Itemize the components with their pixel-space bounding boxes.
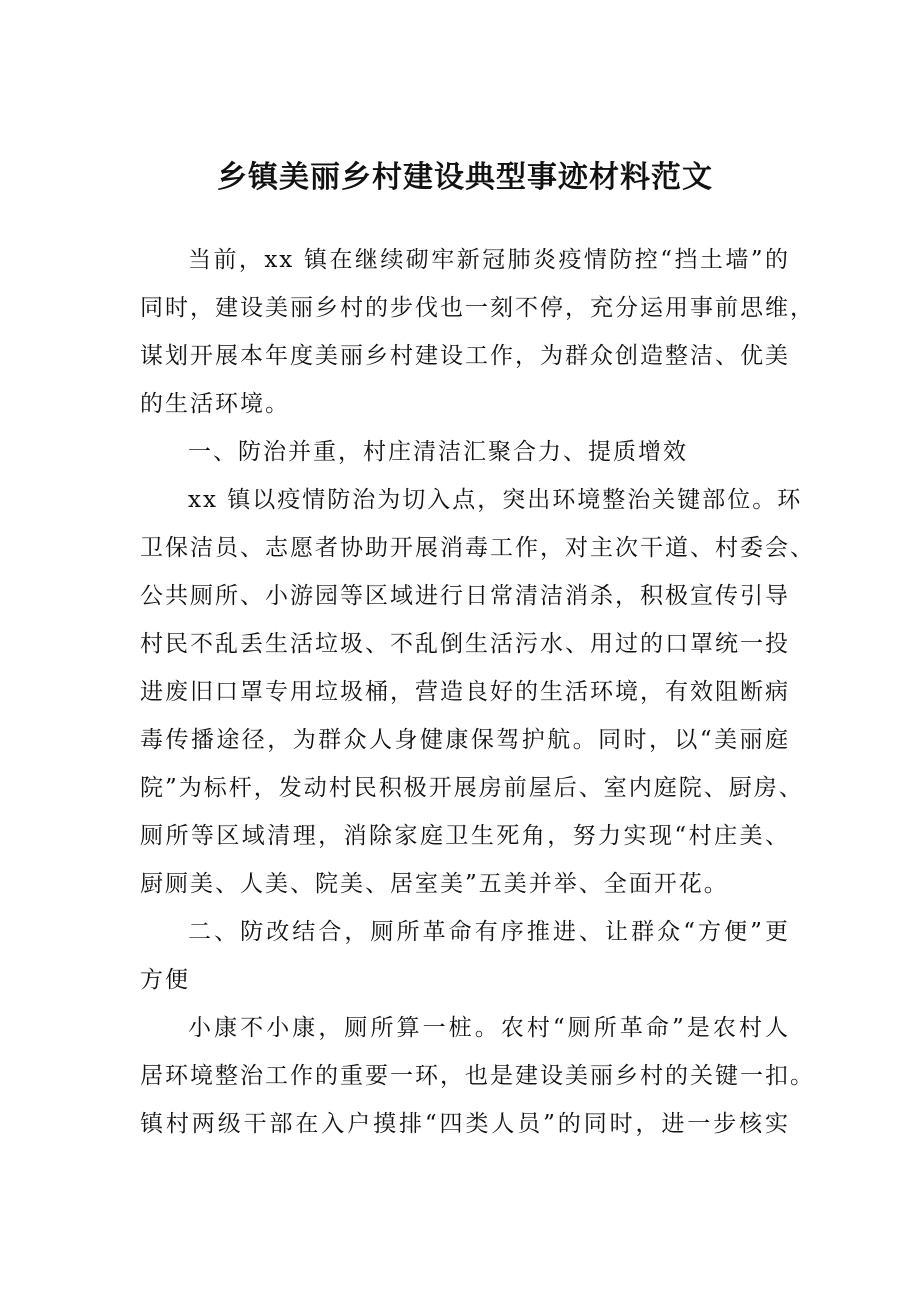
document-title: 乡镇美丽乡村建设典型事迹材料范文 bbox=[217, 160, 713, 195]
paragraph-line: 公共厕所、小游园等区域进行日常清洁消杀，积极宣传引导 bbox=[140, 583, 790, 609]
paragraph-line: xx 镇以疫情防治为切入点，突出环境整治关键部位。环 bbox=[188, 487, 803, 513]
paragraph-line: 当前，xx 镇在继续砌牢新冠肺炎疫情防控“挡土墙”的 bbox=[188, 247, 790, 273]
paragraph-line: 小康不小康，厕所算一桩。农村“厕所革命”是农村人 bbox=[188, 1015, 790, 1041]
paragraph-line: 谋划开展本年度美丽乡村建设工作，为群众创造整洁、优美 bbox=[140, 343, 790, 369]
section-heading-2: 二、防改结合，厕所革命有序推进、让群众“方便”更 bbox=[188, 919, 790, 945]
section-heading-2-continued: 方便 bbox=[140, 967, 190, 993]
paragraph-line: 村民不乱丢生活垃圾、不乱倒生活污水、用过的口罩统一投 bbox=[140, 631, 790, 657]
paragraph-line: 居环境整治工作的重要一环，也是建设美丽乡村的关键一扣。 bbox=[140, 1063, 815, 1089]
paragraph-line: 毒传播途径，为群众人身健康保驾护航。同时，以“美丽庭 bbox=[140, 727, 790, 753]
paragraph-line: 卫保洁员、志愿者协助开展消毒工作，对主次干道、村委会、 bbox=[140, 535, 815, 561]
paragraph-line: 镇村两级干部在入户摸排“四类人员”的同时，进一步核实 bbox=[140, 1111, 790, 1137]
paragraph-line: 同时，建设美丽乡村的步伐也一刻不停，充分运用事前思维， bbox=[140, 295, 815, 321]
paragraph-line: 的生活环境。 bbox=[140, 391, 290, 417]
section-heading-1: 一、防治并重，村庄清洁汇聚合力、提质增效 bbox=[188, 439, 688, 465]
paragraph-line: 院”为标杆，发动村民积极开展房前屋后、室内庭院、厨房、 bbox=[140, 775, 804, 801]
paragraph-line: 厨厕美、人美、院美、居室美”五美并举、全面开花。 bbox=[140, 871, 729, 897]
paragraph-line: 厕所等区域清理，消除家庭卫生死角，努力实现“村庄美、 bbox=[140, 823, 790, 849]
paragraph-line: 进废旧口罩专用垃圾桶，营造良好的生活环境，有效阻断病 bbox=[140, 679, 790, 705]
